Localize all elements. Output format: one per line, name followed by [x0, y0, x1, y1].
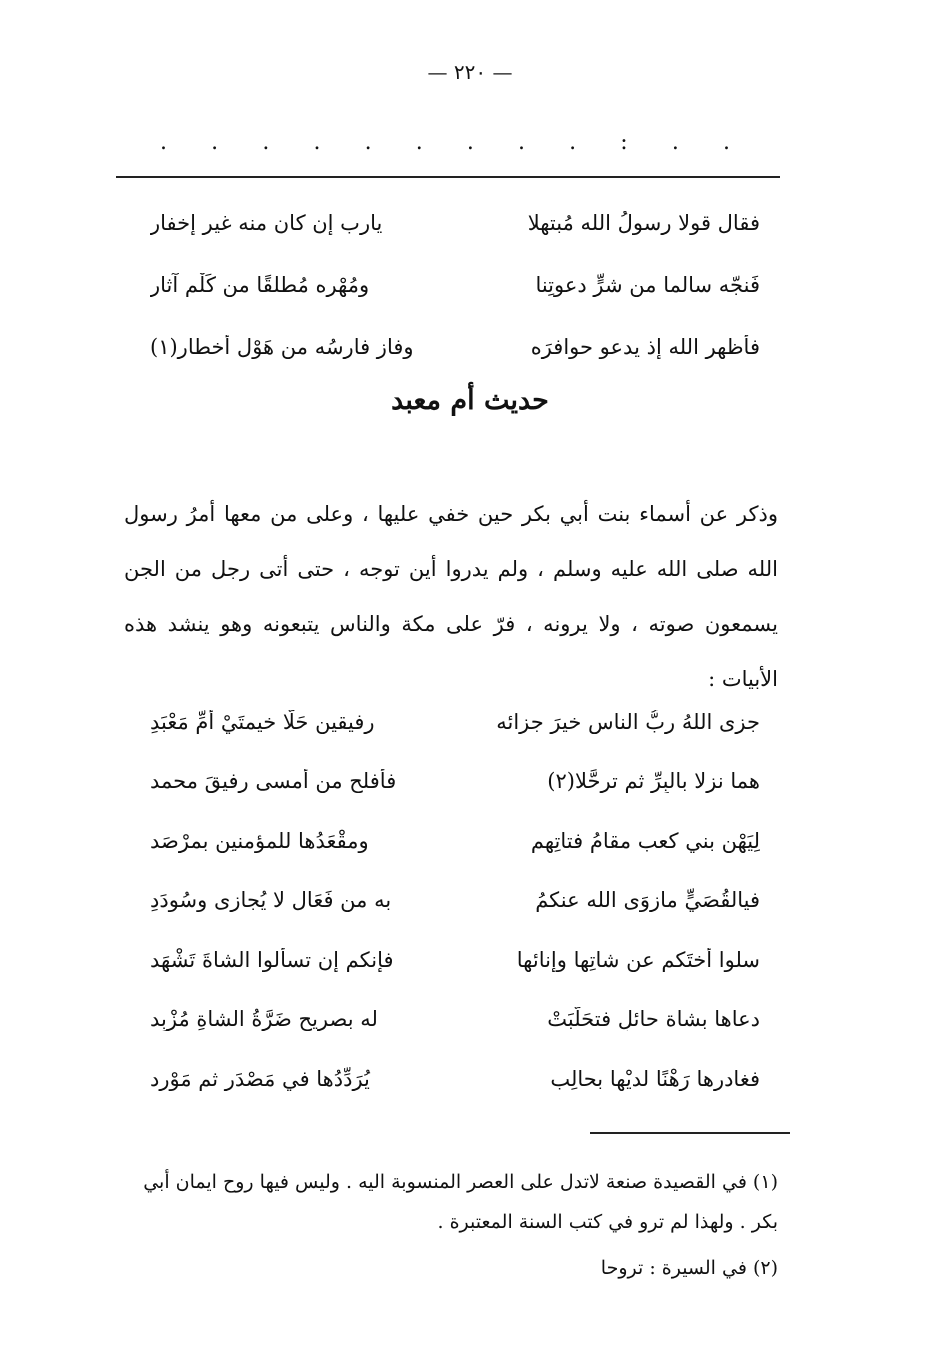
- verse-second-hemistich: وفاز فارسُه من هَوْل أخطار(١): [150, 335, 414, 359]
- verse-first-hemistich: جزى اللهُ ربُّ الناسِ خيرَ جزائه: [496, 709, 760, 734]
- verse-line: [150, 316, 760, 378]
- verse-second-hemistich: فإنكم إن تسألوا الشاةَ تَشْهَد: [150, 947, 394, 972]
- ellipsis-dot: .: [160, 130, 168, 155]
- verse-line: [150, 871, 760, 931]
- ellipsis-dots: [160, 132, 730, 154]
- verse-first-hemistich: فغادرها رَهْنًا لديْها بحالِب: [550, 1066, 760, 1091]
- verse-second-hemistich: يارب إن كان منه غير إخفار: [150, 211, 383, 235]
- verse-line: [150, 1049, 760, 1109]
- body-paragraph: وذكر عن أسماء بنت أبي بكر حين خفي عليها ، وعلى من معها أمرُ رسول الله صلى الله عليه وسلم ، ولم يدروا أين توجه ، حتى أتى رجل من الجن يسمعون صوته ، ولا يرونه ، فرّ على مكة والناس يتبعونه وهو ينشد هذه الأبيات :: [124, 502, 778, 691]
- verse-first-hemistich: فأظهر الله إذ يدعو حوافرَه: [530, 335, 760, 359]
- footnote-divider-line: [590, 1132, 790, 1134]
- footnote-1: (١) في القصيدة صنعة لاتدل على العصر المنسوبة اليه . وليس فيها روح ايمان أبي بكر . ولهذا لم ترو في كتب السنة المعتبرة .: [143, 1171, 778, 1233]
- verse-second-hemistich: رفيقين حَلّا خيمتَيْ أمِّ مَعْبَدِ: [150, 709, 375, 734]
- verse-line: [150, 990, 760, 1050]
- page-number: — ٢٢٠ —: [427, 60, 513, 84]
- verse-line: [150, 752, 760, 812]
- verse-second-hemistich: له بصريح ضَرَّةُ الشاةِ مُزْبِد: [150, 1007, 378, 1032]
- verse-line: [150, 930, 760, 990]
- ellipsis-dot: .: [569, 130, 577, 155]
- ellipsis-dot: .: [364, 130, 372, 155]
- ellipsis-dot: .: [313, 130, 321, 155]
- verse-second-hemistich: يُرَدِّدُها في مَصْدَرٍ ثم مَوْرِد: [150, 1066, 370, 1091]
- poem-verses: [150, 692, 760, 1109]
- verse-line: [150, 692, 760, 752]
- ellipsis-dot: .: [415, 130, 423, 155]
- verse-line: [150, 811, 760, 871]
- verse-line: [150, 192, 760, 254]
- ellipsis-dot: .: [262, 130, 270, 155]
- section-heading: حديث أم معبد: [391, 385, 549, 416]
- verse-first-hemistich: سلوا أختَكم عن شاتِها وإنائها: [516, 947, 760, 972]
- verse-second-hemistich: ومقْعَدُها للمؤمنين بمرْصَد: [150, 828, 369, 853]
- ellipsis-dot: .: [466, 130, 474, 155]
- footnote-2: (٢) في السيرة : تروحا: [600, 1257, 778, 1279]
- ellipsis-dot: .: [518, 130, 526, 155]
- verse-first-hemistich: فيالقُصَيٍّ مازوَى الله عنكمُ: [535, 888, 760, 913]
- verse-second-hemistich: ومُهْرِه مُطلقًا من كَلْم آثار: [150, 273, 370, 297]
- ellipsis-dot: :: [620, 130, 628, 155]
- verse-first-hemistich: هما نزلا بالبِرِّ ثم ترحَّلا(٢): [547, 769, 760, 794]
- ellipsis-dot: .: [671, 130, 679, 155]
- verse-first-hemistich: فقال قولا رسولُ الله مُبتهلا: [527, 211, 760, 235]
- verse-second-hemistich: فأفلح من أمسى رفيقَ محمد: [150, 769, 397, 794]
- ellipsis-dot: .: [211, 130, 219, 155]
- verse-first-hemistich: فَنجّه سالما من شرٍّ دعوتِنا: [535, 273, 760, 297]
- verse-first-hemistich: لِيَهْنِ بني كعب مقامُ فتاتِهم: [530, 828, 760, 853]
- footnotes: [128, 1162, 778, 1294]
- top-divider-line: [116, 176, 780, 178]
- verse-line: [150, 254, 760, 316]
- verse-first-hemistich: دعاها بشاة حائلٍ فتحَلَّبَتْ: [547, 1007, 760, 1032]
- ellipsis-dot: .: [723, 130, 730, 155]
- top-verses: [150, 192, 760, 378]
- verse-second-hemistich: به من فَعَال لا يُجازى وسُودَدِ: [150, 888, 392, 913]
